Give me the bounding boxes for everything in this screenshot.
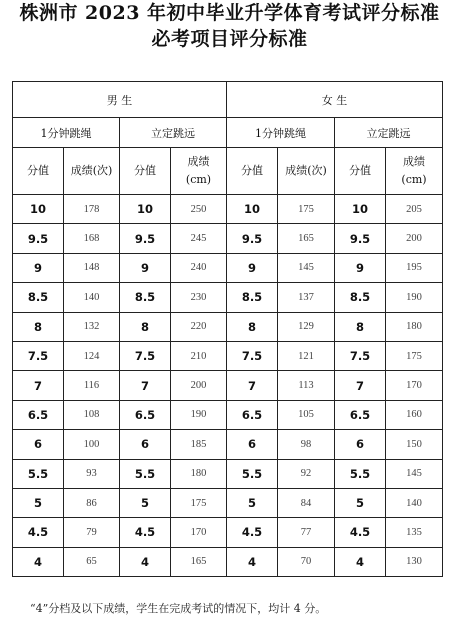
score-cell: 5.5: [227, 459, 278, 488]
female-jump-result-cell: 135: [386, 518, 443, 547]
score-cell: 4.5: [227, 518, 278, 547]
male-rope-result-cell: 86: [64, 488, 120, 517]
score-cell: 9.5: [120, 224, 171, 253]
col-header-score: 分值: [335, 148, 386, 195]
score-cell: 10: [227, 195, 278, 224]
score-cell: 10: [120, 195, 171, 224]
female-jump-result-cell: 180: [386, 312, 443, 341]
female-rope-result-cell: 70: [278, 547, 335, 576]
score-cell: 7.5: [120, 341, 171, 370]
score-cell: 9.5: [335, 224, 386, 253]
female-rope-result-cell: 145: [278, 253, 335, 282]
male-rope-result-cell: 140: [64, 283, 120, 312]
score-cell: 4: [335, 547, 386, 576]
male-rope-result-cell: 132: [64, 312, 120, 341]
score-cell: 5.5: [335, 459, 386, 488]
page-title: 株洲市 2023 年初中毕业升学体育考试评分标准: [19, 2, 440, 24]
female-rope-result-cell: 175: [278, 195, 335, 224]
female-jump-result-cell: 145: [386, 459, 443, 488]
score-cell: 5: [335, 488, 386, 517]
table-row: [13, 312, 443, 341]
score-cell: 7: [227, 371, 278, 400]
score-cell: 8.5: [13, 283, 64, 312]
score-cell: 9.5: [13, 224, 64, 253]
score-cell: 5.5: [13, 459, 64, 488]
table-row: [13, 488, 443, 517]
score-cell: 6.5: [13, 400, 64, 429]
col-header-count: 成绩(次): [278, 148, 335, 195]
male-long-jump-header: 立定跳远: [120, 118, 227, 148]
female-rope-result-cell: 98: [278, 430, 335, 459]
footnote: “4”分档及以下成绩，学生在完成考试的情况下，均计 4 分。: [30, 602, 327, 615]
male-header: 男 生: [13, 82, 227, 118]
page-subtitle: 必考项目评分标准: [151, 28, 308, 50]
score-cell: 9.5: [227, 224, 278, 253]
female-rope-result-cell: 137: [278, 283, 335, 312]
male-rope-result-cell: 93: [64, 459, 120, 488]
female-rope-result-cell: 77: [278, 518, 335, 547]
female-jump-result-cell: 190: [386, 283, 443, 312]
table-row: [13, 371, 443, 400]
male-rope-skipping-header: 1分钟跳绳: [13, 118, 120, 148]
female-rope-result-cell: 165: [278, 224, 335, 253]
score-cell: 7: [120, 371, 171, 400]
score-cell: 4.5: [120, 518, 171, 547]
score-cell: 4.5: [335, 518, 386, 547]
score-cell: 8.5: [335, 283, 386, 312]
female-long-jump-header: 立定跳远: [335, 118, 443, 148]
female-jump-result-cell: 140: [386, 488, 443, 517]
female-jump-result-cell: 200: [386, 224, 443, 253]
score-cell: 9: [13, 253, 64, 282]
male-rope-result-cell: 124: [64, 341, 120, 370]
female-rope-result-cell: 84: [278, 488, 335, 517]
score-cell: 4: [227, 547, 278, 576]
score-cell: 6: [120, 430, 171, 459]
male-jump-result-cell: 200: [171, 371, 227, 400]
female-rope-result-cell: 105: [278, 400, 335, 429]
table-row: [13, 253, 443, 282]
male-rope-result-cell: 178: [64, 195, 120, 224]
female-jump-result-cell: 130: [386, 547, 443, 576]
male-rope-result-cell: 65: [64, 547, 120, 576]
score-cell: 9: [335, 253, 386, 282]
table-row: [13, 518, 443, 547]
male-jump-result-cell: 165: [171, 547, 227, 576]
table-row: [13, 459, 443, 488]
male-jump-result-cell: 240: [171, 253, 227, 282]
table-row: [13, 341, 443, 370]
male-jump-result-cell: 245: [171, 224, 227, 253]
male-jump-result-cell: 230: [171, 283, 227, 312]
score-cell: 10: [13, 195, 64, 224]
col-header-score: 分值: [120, 148, 171, 195]
score-cell: 10: [335, 195, 386, 224]
female-rope-result-cell: 121: [278, 341, 335, 370]
score-cell: 8: [227, 312, 278, 341]
score-cell: 8.5: [120, 283, 171, 312]
male-rope-result-cell: 148: [64, 253, 120, 282]
male-jump-result-cell: 175: [171, 488, 227, 517]
col-header-cm: 成绩 (cm): [171, 148, 227, 195]
score-cell: 8: [335, 312, 386, 341]
score-cell: 6: [335, 430, 386, 459]
table-row: [13, 547, 443, 576]
col-header-count: 成绩(次): [64, 148, 120, 195]
score-cell: 7: [335, 371, 386, 400]
score-cell: 6: [227, 430, 278, 459]
male-jump-result-cell: 180: [171, 459, 227, 488]
male-rope-result-cell: 116: [64, 371, 120, 400]
score-cell: 4: [13, 547, 64, 576]
score-cell: 8.5: [227, 283, 278, 312]
female-jump-result-cell: 160: [386, 400, 443, 429]
score-cell: 9: [120, 253, 171, 282]
male-jump-result-cell: 250: [171, 195, 227, 224]
table-row: [13, 430, 443, 459]
score-cell: 9: [227, 253, 278, 282]
female-jump-result-cell: 195: [386, 253, 443, 282]
male-rope-result-cell: 168: [64, 224, 120, 253]
score-cell: 7: [13, 371, 64, 400]
table-row: [13, 195, 443, 224]
male-jump-result-cell: 170: [171, 518, 227, 547]
scoring-table: [12, 81, 443, 577]
female-jump-result-cell: 150: [386, 430, 443, 459]
male-jump-result-cell: 210: [171, 341, 227, 370]
male-rope-result-cell: 79: [64, 518, 120, 547]
table-row: [13, 283, 443, 312]
table-row: [13, 400, 443, 429]
score-cell: 6.5: [120, 400, 171, 429]
score-cell: 4: [120, 547, 171, 576]
score-cell: 6.5: [227, 400, 278, 429]
male-jump-result-cell: 220: [171, 312, 227, 341]
female-header: 女 生: [227, 82, 443, 118]
col-header-cm: 成绩 (cm): [386, 148, 443, 195]
score-cell: 5: [227, 488, 278, 517]
table-row: [13, 224, 443, 253]
score-cell: 7.5: [13, 341, 64, 370]
score-cell: 5: [13, 488, 64, 517]
female-rope-result-cell: 129: [278, 312, 335, 341]
score-cell: 8: [120, 312, 171, 341]
female-rope-result-cell: 113: [278, 371, 335, 400]
female-rope-skipping-header: 1分钟跳绳: [227, 118, 335, 148]
score-cell: 4.5: [13, 518, 64, 547]
score-cell: 5.5: [120, 459, 171, 488]
male-jump-result-cell: 185: [171, 430, 227, 459]
male-rope-result-cell: 108: [64, 400, 120, 429]
female-jump-result-cell: 170: [386, 371, 443, 400]
female-jump-result-cell: 175: [386, 341, 443, 370]
female-jump-result-cell: 205: [386, 195, 443, 224]
male-jump-result-cell: 190: [171, 400, 227, 429]
score-cell: 8: [13, 312, 64, 341]
score-cell: 6.5: [335, 400, 386, 429]
male-rope-result-cell: 100: [64, 430, 120, 459]
score-cell: 6: [13, 430, 64, 459]
col-header-score: 分值: [13, 148, 64, 195]
female-rope-result-cell: 92: [278, 459, 335, 488]
score-cell: 7.5: [227, 341, 278, 370]
score-cell: 5: [120, 488, 171, 517]
col-header-score: 分值: [227, 148, 278, 195]
score-cell: 7.5: [335, 341, 386, 370]
